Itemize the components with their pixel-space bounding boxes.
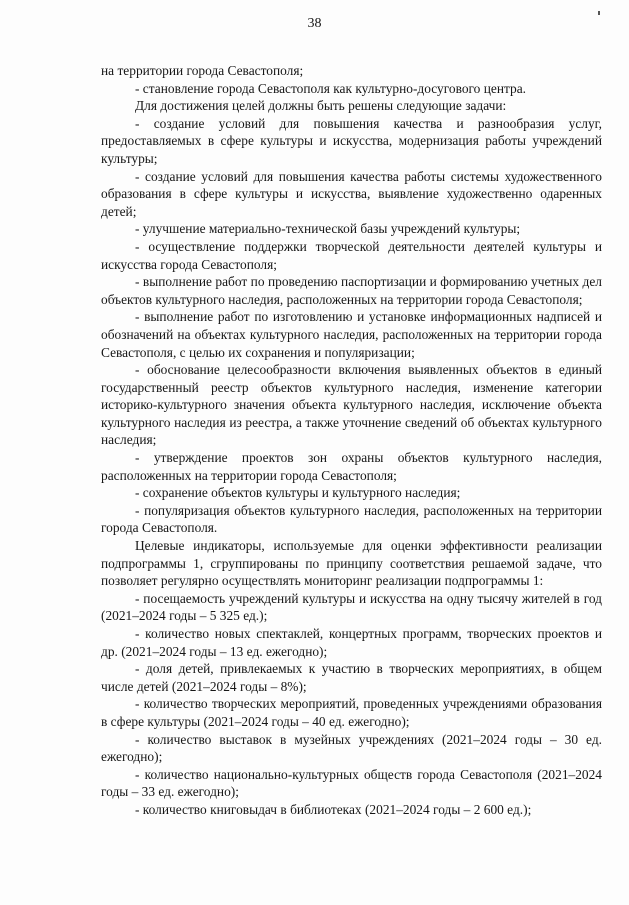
list-item: - количество национально-культурных обществ города Севастополя (2021–2024 годы – 33 ед. ежегодно); xyxy=(101,766,602,800)
list-item: - количество выставок в музейных учреждениях (2021–2024 годы – 30 ед. ежегодно); xyxy=(101,731,602,765)
list-item: - утверждение проектов зон охраны объектов культурного наследия, расположенных на территории города Севастополя; xyxy=(101,450,602,483)
list-item: - доля детей, привлекаемых к участию в творческих мероприятиях, в общем числе детей (2021–2024 годы – 8%); xyxy=(101,661,602,694)
list-item: - популяризация объектов культурного наследия, расположенных на территории города Севастополя. xyxy=(101,502,602,536)
list-item: - количество творческих мероприятий, проведенных учреждениями образования в сфере культуры (2021–2024 годы – 40 ед. ежегодно); xyxy=(101,696,602,729)
list-item: - сохранение объектов культуры и культурного наследия; xyxy=(135,485,461,501)
paragraph: Целевые индикаторы, используемые для оценки эффективности реализации подпрограммы 1, сгруппированы по принципу соответствия решаемой задаче, что позволяет регулярно осуществлять мониторинг реализации подпрограммы 1: xyxy=(101,538,602,589)
document-body xyxy=(101,62,602,819)
list-item: - количество новых спектаклей, концертных программ, творческих проектов и др. (2021–2024 годы – 13 ед. ежегодно); xyxy=(101,626,602,659)
list-item: - становление города Севастополя как культурно-досугового центра. xyxy=(135,80,526,96)
list-item: - создание условий для повышения качества и разнообразия услуг, предоставляемых в сфере культуры и искусства, модернизация работы учреждений культуры; xyxy=(101,115,602,166)
list-item: - обоснование целесообразности включения выявленных объектов в единый государственный реестр объектов культурного наследия, изменение категории историко-культурного значения объекта культурного наследия, исключение объекта культурного наследия из реестра, а также уточнение сведений об объектах культурного наследия; xyxy=(101,362,602,448)
list-item: - количество книговыдач в библиотеках (2021–2024 годы – 2 600 ед.); xyxy=(135,801,532,817)
list-item: - улучшение материально-технической базы учреждений культуры; xyxy=(135,221,521,237)
list-item: - посещаемость учреждений культуры и искусства на одну тысячу жителей в год (2021–2024 годы – 5 325 ед.); xyxy=(101,590,602,624)
list-item: - создание условий для повышения качества работы системы художественного образования в сфере культуры и искусства, выявление художественно одаренных детей; xyxy=(101,168,602,219)
page-number: 38 xyxy=(307,16,322,31)
paragraph: на территории города Севастополя; xyxy=(101,63,304,78)
list-item: - выполнение работ по изготовлению и установке информационных надписей и обозначений на объектах культурного наследия, расположенных на территории города Севастополя, с целью их сохранения и популяризации; xyxy=(101,309,602,360)
list-item: - осуществление поддержки творческой деятельности деятелей культуры и искусства города Севастополя; xyxy=(101,238,602,272)
list-item: - выполнение работ по проведению паспортизации и формированию учетных дел объектов культурного наследия, расположенных на территории города Севастополя; xyxy=(101,274,602,307)
scan-mark xyxy=(598,11,600,15)
paragraph: Для достижения целей должны быть решены следующие задачи: xyxy=(135,98,507,114)
